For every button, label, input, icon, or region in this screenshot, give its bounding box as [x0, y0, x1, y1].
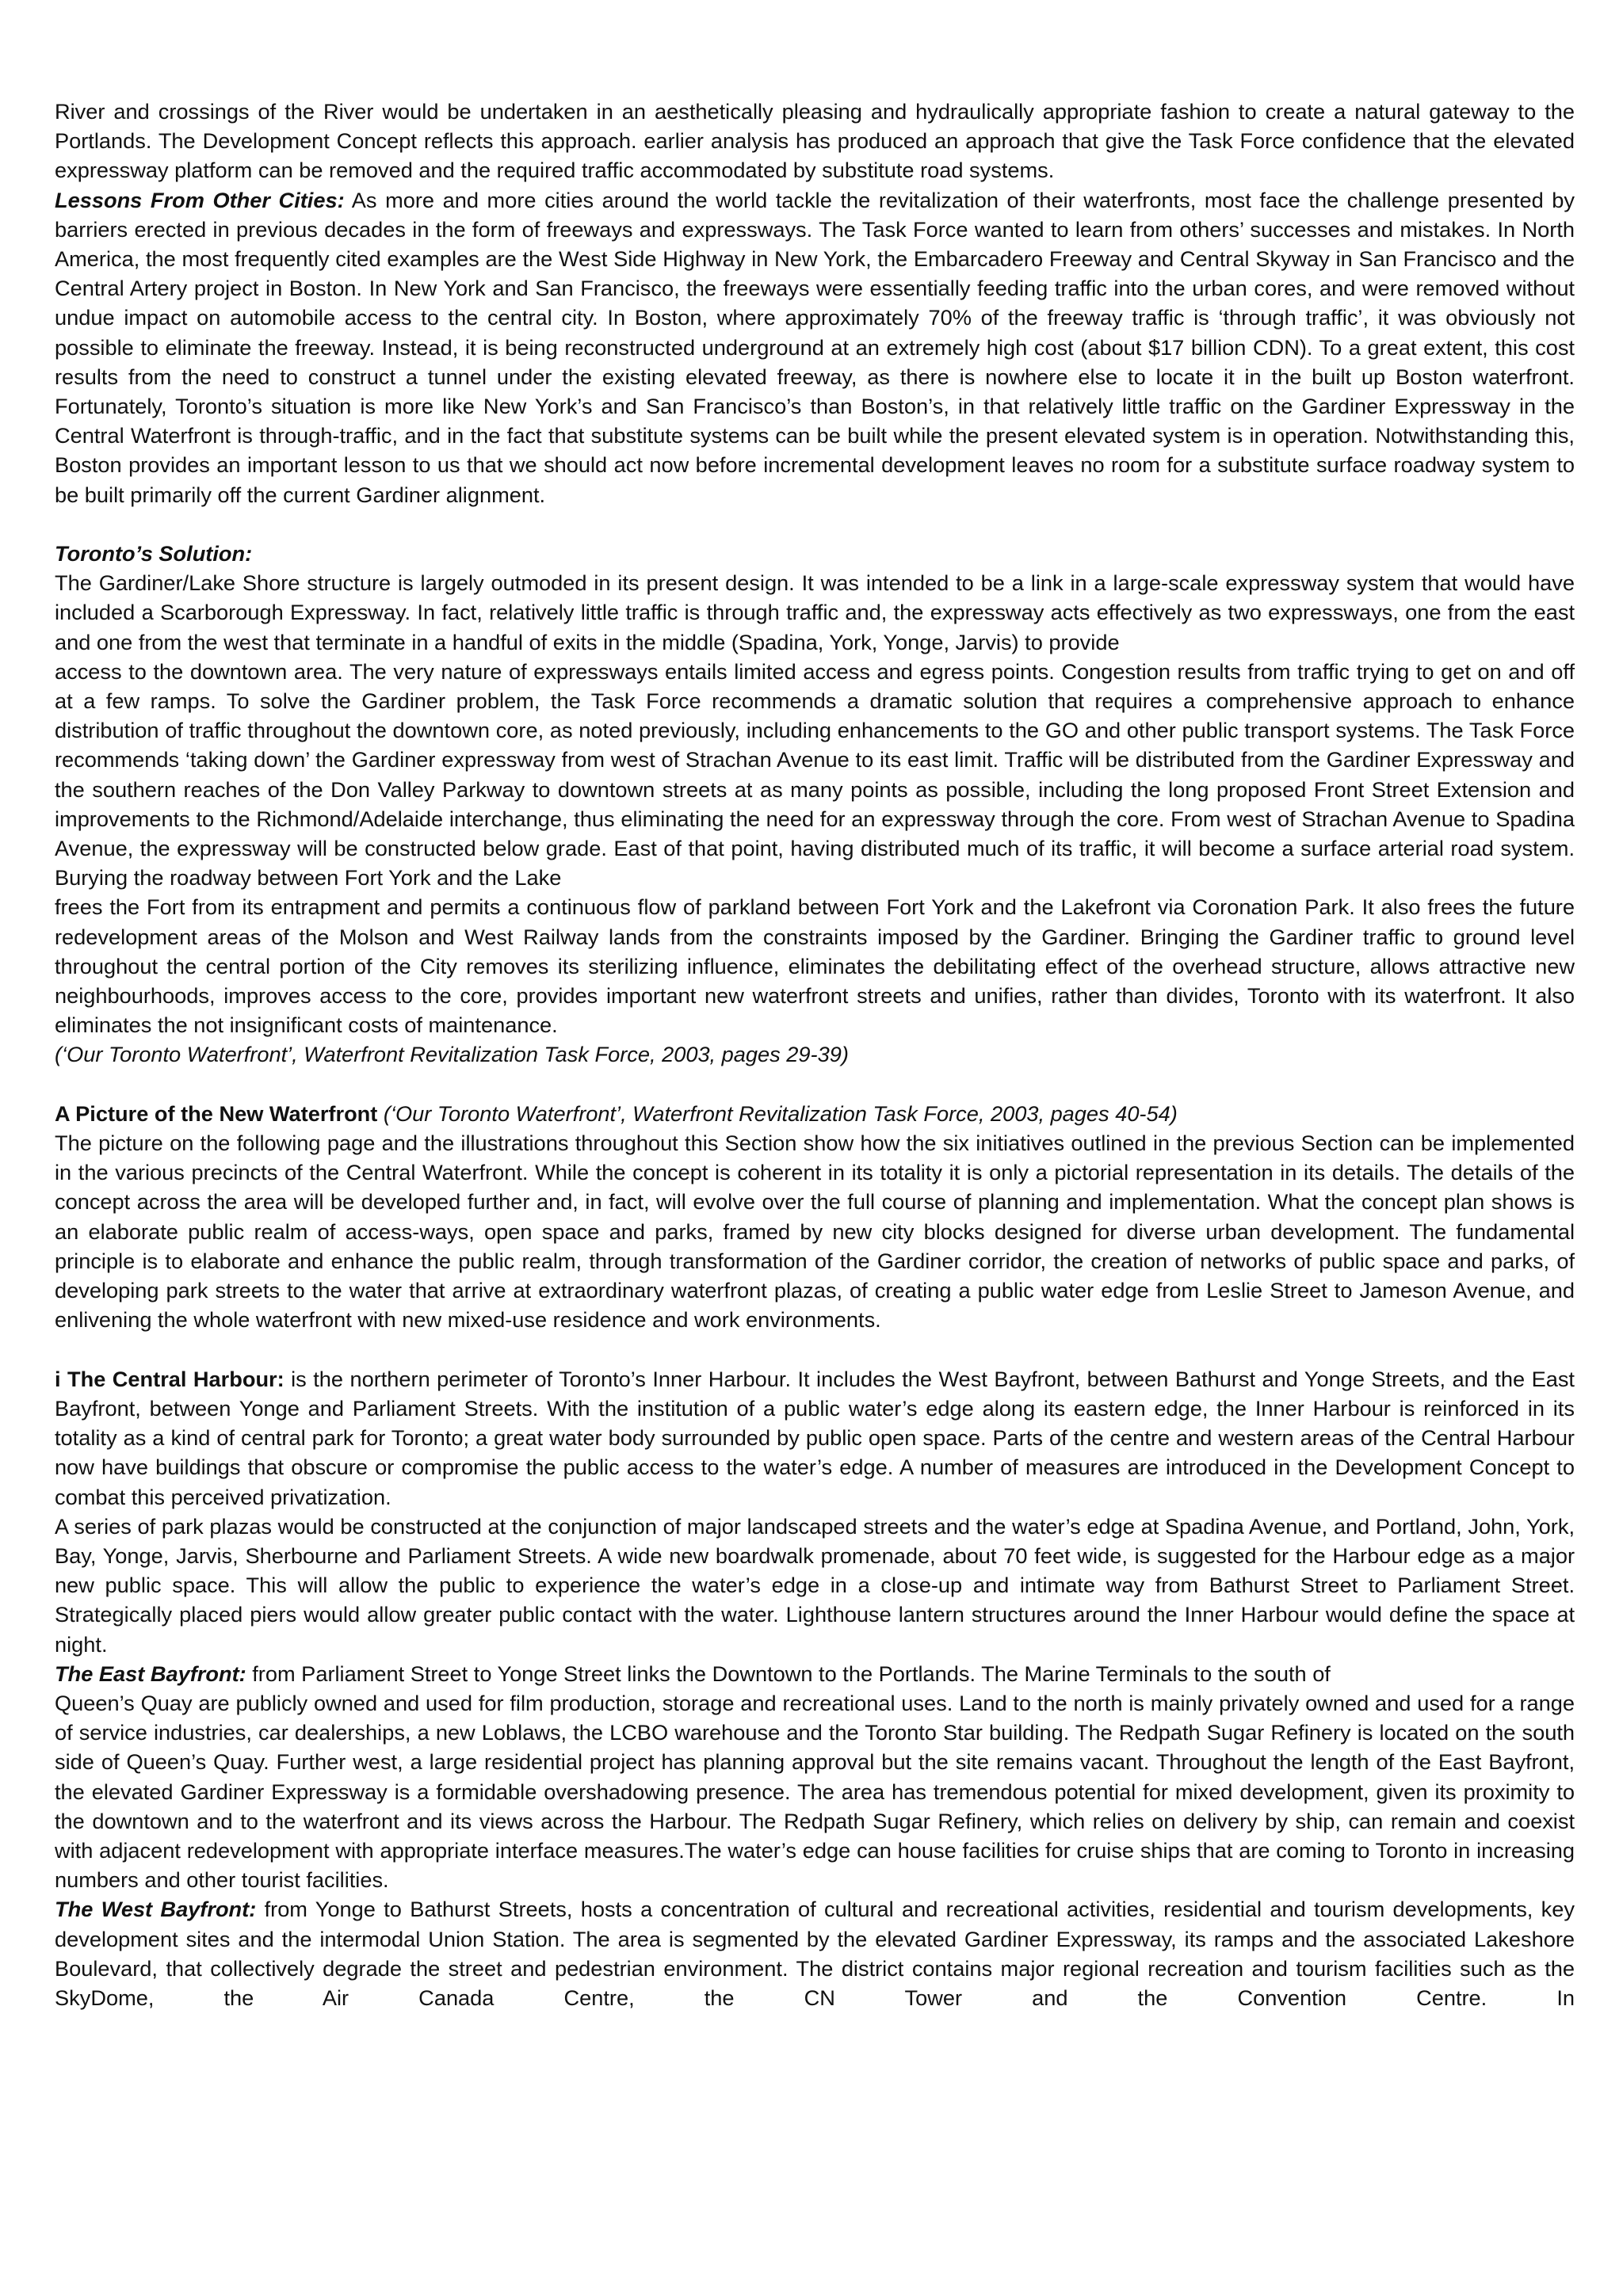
- central-harbour-paragraph: [55, 1364, 1575, 1512]
- west-bayfront-heading: The West Bayfront:: [55, 1897, 257, 1922]
- new-waterfront-heading-line: [55, 1099, 1575, 1128]
- central-harbour-paragraph-2: A series of park plazas would be constructed at the conjunction of major landscaped streets and the water’s edge at Spadina Avenue, and Portland, John, York, Bay, Yonge, Jarvis, Sherbourne and Parliament Streets. A wide new boardwalk promenade, about 70 feet wide, is suggested for the Harbour edge as a major new public space. This will allow the public to experience the water’s edge in a close-up and intimate way from Bathurst Street to Parliament Street. Strategically placed piers would allow greater public contact with the water. Lighthouse lantern structures around the Inner Harbour would define the space at night.: [55, 1513, 1575, 1657]
- west-bayfront-text: from Yonge to Bathurst Streets, hosts a concentration of cultural and recreational activities, residential and tourism developments, key development sites and the intermodal Union Station. The area is segmented by the elevated Gardiner Expressway, its ramps and the associated Lakeshore Boulevard, that collectively degrade the street and pedestrian environment. The district contains major regional recreation and tourism facilities such as the SkyDome, the Air Canada Centre, the CN Tower and the Convention Centre. In: [55, 1897, 1575, 2010]
- central-harbour-text: is the northern perimeter of Toronto’s Inner Harbour. It includes the West Bayfront, between Bathurst and Yonge Streets, and the East Bayfront, between Yonge and Parliament Streets. With the institution of a public water’s edge along its eastern edge, the Inner Harbour is reinforced in its totality as a kind of central park for Toronto; a great water body surrounded by public open space. Parts of the centre and western areas of the Central Harbour now have buildings that obscure or compromise the public access to the water’s edge. A number of measures are introduced in the Development Concept to combat this perceived privatization.: [55, 1366, 1575, 1509]
- toronto-solution-heading: [55, 539, 1575, 568]
- east-bayfront-line-1: from Parliament Street to Yonge Street links the Downtown to the Portlands. The Marine Terminals to the south of: [246, 1661, 1331, 1686]
- lessons-heading: Lessons From Other Cities:: [55, 187, 345, 212]
- new-waterfront-citation: (‘Our Toronto Waterfront’, Waterfront Revitalization Task Force, 2003, pages 40-54): [377, 1100, 1178, 1126]
- toronto-solution-paragraph-1: The Gardiner/Lake Shore structure is largely outmoded in its present design. It was intended to be a link in a large-scale expressway system that would have included a Scarborough Expressway. In fact, relatively little traffic is through traffic and, the expressway acts effectively as two expressways, one from the east and one from the west that terminate in a handful of exits in the middle (Spadina, York, Yonge, Jarvis) to provide: [55, 570, 1575, 654]
- east-bayfront-heading: The East Bayfront:: [55, 1661, 246, 1686]
- east-bayfront-paragraph: Queen’s Quay are publicly owned and used for film production, storage and recreational uses. Land to the north is mainly privately owned and used for a range of service industries, car dealerships, a new Loblaws, the LCBO warehouse and the Toronto Star building. The Redpath Sugar Refinery is located on the south side of Queen’s Quay. Further west, a large residential project has planning approval but the site remains vacant. Throughout the length of the East Bayfront, the elevated Gardiner Expressway is a formidable overshadowing presence. The area has tremendous potential for mixed development, given its proximity to the downtown and to the waterfront and its views across the Harbour. The Redpath Sugar Refinery, which relies on delivery by ship, can remain and coexist with adjacent redevelopment with appropriate interface measures.The water’s edge can house facilities for cruise ships that are coming to Toronto in increasing numbers and other tourist facilities.: [55, 1690, 1575, 1893]
- central-harbour-heading: i The Central Harbour:: [55, 1366, 285, 1391]
- new-waterfront-paragraph: The picture on the following page and the illustrations throughout this Section show how the six initiatives outlined in the previous Section can be implemented in the various precincts of the Central Waterfront. While the concept is coherent in its totality it is only a pictorial representation in its details. The details of the concept across the area will be developed further and, in fact, will evolve over the full course of planning and implementation. What the concept plan shows is an elaborate public realm of access-ways, open space and parks, framed by new city blocks designed for diverse urban development. The fundamental principle is to elaborate and enhance the public realm, through transformation of the Gardiner corridor, the creation of networks of public space and parks, of developing park streets to the water that arrive at extraordinary waterfront plazas, of creating a public water edge from Leslie Street to Jameson Avenue, and enlivening the whole waterfront with new mixed-use residence and work environments.: [55, 1131, 1575, 1333]
- new-waterfront-heading: A Picture of the New Waterfront: [55, 1100, 378, 1126]
- toronto-solution-paragraph-3: frees the Fort from its entrapment and permits a continuous flow of parkland between Fort York and the Lakefront via Coronation Park. It also frees the future redevelopment areas of the Molson and West Railway lands from the constraints imposed by the Gardiner. Bringing the Gardiner traffic to ground level throughout the central portion of the City removes its sterilizing influence, eliminates the debilitating effect of the overhead structure, allows attractive new neighbourhoods, improves access to the core, provides important new waterfront streets and unifies, rather than divides, Toronto with its waterfront. It also eliminates the not insignificant costs of maintenance.: [55, 894, 1575, 1038]
- toronto-solution-heading-text: Toronto’s Solution:: [55, 541, 253, 566]
- west-bayfront-paragraph: [55, 1894, 1575, 2012]
- lessons-text: As more and more cities around the world tackle the revitalization of their waterfronts, most face the challenge presented by barriers erected in previous decades in the form of freeways and expressways. The Task Force wanted to learn from others’ successes and mistakes. In North America, the most frequently cited examples are the West Side Highway in New York, the Embarcadero Freeway and Central Skyway in San Francisco and the Central Artery project in Boston. In New York and San Francisco, the freeways were essentially feeding traffic into the urban cores, and were removed without undue impact on automobile access to the central city. In Boston, where approximately 70% of the freeway traffic is ‘through traffic’, it was obviously not possible to eliminate the freeway. Instead, it is being reconstructed underground at an extremely high cost (about $17 billion CDN). To a great extent, this cost results from the need to construct a tunnel under the existing elevated freeway, as there is nowhere else to locate it in the built up Boston waterfront. Fortunately, Toronto’s situation is more like New York’s and San Francisco’s than Boston’s, in that relatively little traffic on the Gardiner Expressway in the Central Waterfront is through-traffic, and in the fact that substitute systems can be built while the present elevated system is in operation. Notwithstanding this, Boston provides an important lesson to us that we should act now before incremental development leaves no room for a substitute surface roadway system to be built primarily off the current Gardiner alignment.: [55, 187, 1575, 507]
- east-bayfront-first-line: [55, 1659, 1575, 1688]
- spacer: [55, 1070, 1575, 1099]
- intro-paragraph: River and crossings of the River would be undertaken in an aesthetically pleasing and hydraulically appropriate fashion to create a natural gateway to the Portlands. The Development Concept reflects this approach. earlier analysis has produced an approach that give the Task Force confidence that the elevated expressway platform can be removed and the required traffic accommodated by substitute road systems.: [55, 99, 1575, 183]
- toronto-solution-paragraph-2: access to the downtown area. The very nature of expressways entails limited access and egress points. Congestion results from traffic trying to get on and off at a few ramps. To solve the Gardiner problem, the Task Force recommends a dramatic solution that requires a comprehensive approach to enhance distribution of traffic throughout the downtown core, as noted previously, including enhancements to the GO and other public transport systems. The Task Force recommends ‘taking down’ the Gardiner expressway from west of Strachan Avenue to its east limit. Traffic will be distributed from the Gardiner Expressway and the southern reaches of the Don Valley Parkway to downtown streets at as many points as possible, including the long proposed Front Street Extension and improvements to the Richmond/Adelaide interchange, thus eliminating the need for an expressway through the core. From west of Strachan Avenue to Spadina Avenue, the expressway will be constructed below grade. East of that point, having distributed much of its traffic, it will become a surface arterial road system. Burying the roadway between Fort York and the Lake: [55, 658, 1575, 891]
- document-page: [55, 97, 1575, 2012]
- spacer: [55, 1335, 1575, 1364]
- toronto-solution-citation: (‘Our Toronto Waterfront’, Waterfront Revitalization Task Force, 2003, pages 29-39): [55, 1042, 849, 1067]
- spacer: [55, 509, 1575, 539]
- lessons-paragraph: [55, 185, 1575, 509]
